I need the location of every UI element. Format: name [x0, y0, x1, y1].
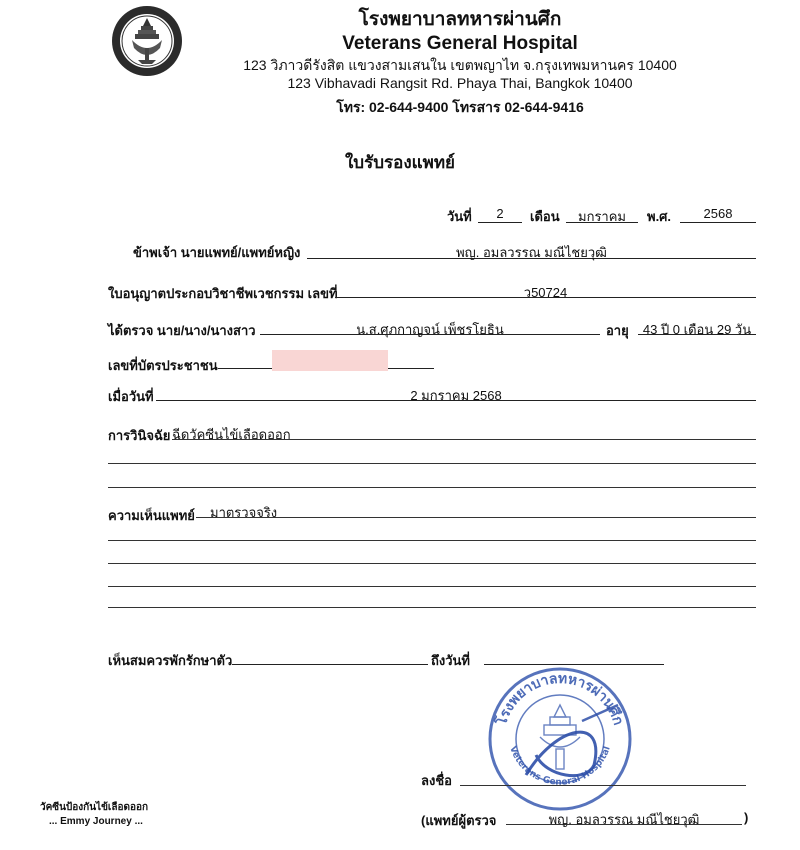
examiner-close-paren: )	[744, 810, 749, 825]
opinion-line-3	[108, 563, 756, 564]
license-label: ใบอนุญาตประกอบวิชาชีพเวชกรรม เลขที่	[108, 286, 338, 301]
signature-line	[460, 785, 746, 786]
opinion-line-1	[196, 517, 756, 518]
age-value: 43 ปี 0 เดือน 29 วัน	[642, 322, 752, 337]
footer-caption-2: ... Emmy Journey ...	[49, 816, 143, 827]
hospital-stamp-icon	[486, 665, 634, 813]
date-day-value: 2	[496, 206, 504, 221]
diagnosis-line-3	[108, 487, 756, 488]
patient-name: น.ส.ศุภกาญจน์ เพ็ชรโยธิน	[356, 322, 504, 337]
doctor-name: พญ. อมลวรรณ มณีไชยวุฒิ	[456, 245, 607, 260]
date-month-value: มกราคม	[578, 209, 626, 224]
diagnosis-value: ฉีดวัคซีนไข้เลือดออก	[172, 427, 291, 442]
id-card-redaction	[272, 350, 388, 371]
hospital-address-english: 123 Vibhavadi Rangsit Rd. Phaya Thai, Bangkok 10400	[287, 75, 633, 91]
examiner-label: (แพทย์ผู้ตรวจ	[421, 813, 497, 828]
rest-until-label: ถึงวันที่	[431, 653, 470, 668]
exam-date-value: 2 มกราคม 2568	[410, 388, 502, 403]
opinion-line-2	[108, 540, 756, 541]
hospital-name-english: Veterans General Hospital	[342, 33, 578, 54]
hospital-stamp	[486, 665, 634, 813]
opinion-line-4	[108, 586, 756, 587]
diagnosis-line-2	[108, 463, 756, 464]
opinion-label: ความเห็นแพทย์	[108, 508, 195, 523]
rest-label: เห็นสมควรพักรักษาตัว	[108, 653, 233, 668]
date-year-line	[680, 222, 756, 223]
svg-text:โรงพยาบาลทหารผ่านศึก	[492, 671, 626, 728]
hospital-address-thai: 123 วิภาวดีรังสิต แขวงสามเสนใน เขตพญาไท จ.กรุงเทพมหานคร 10400	[243, 57, 677, 73]
date-day-label: วันที่	[447, 209, 472, 224]
rest-line	[232, 664, 428, 665]
date-month-label: เดือน	[530, 209, 560, 224]
hospital-name-thai: โรงพยาบาลทหารผ่านศึก	[358, 9, 562, 30]
stamp-text-top: โรงพยาบาลทหารผ่านศึก	[493, 670, 627, 728]
license-number: ว50724	[523, 285, 568, 300]
opinion-line-5	[108, 607, 756, 608]
diagnosis-line-1	[172, 439, 756, 440]
hospital-phone: โทร: 02-644-9400 โทรสาร 02-644-9416	[336, 99, 584, 115]
date-year-value: 2568	[703, 206, 733, 221]
date-year-label: พ.ศ.	[647, 209, 672, 224]
patient-label: ได้ตรวจ นาย/นาง/นางสาว	[108, 323, 256, 338]
age-label: อายุ	[606, 323, 629, 338]
footer-caption-1: วัคซีนป้องกันไข้เลือดออก	[40, 802, 149, 813]
date-day-line	[478, 222, 522, 223]
diagnosis-label: การวินิจฉัย	[108, 428, 171, 443]
opinion-value: มาตรวจจริง	[210, 505, 278, 520]
doctor-label: ข้าพเจ้า นายแพทย์/แพทย์หญิง	[133, 245, 301, 260]
examiner-name: พญ. อมลวรรณ มณีไชยวุฒิ	[548, 812, 700, 827]
exam-date-label: เมื่อวันที่	[108, 389, 154, 404]
stamp-text-bottom: Veterans General Hospital	[507, 745, 613, 788]
document-title: ใบรับรองแพทย์	[345, 153, 455, 172]
id-card-label: เลขที่บัตรประชาชน	[108, 358, 218, 373]
signature-label: ลงชื่อ	[421, 773, 452, 788]
